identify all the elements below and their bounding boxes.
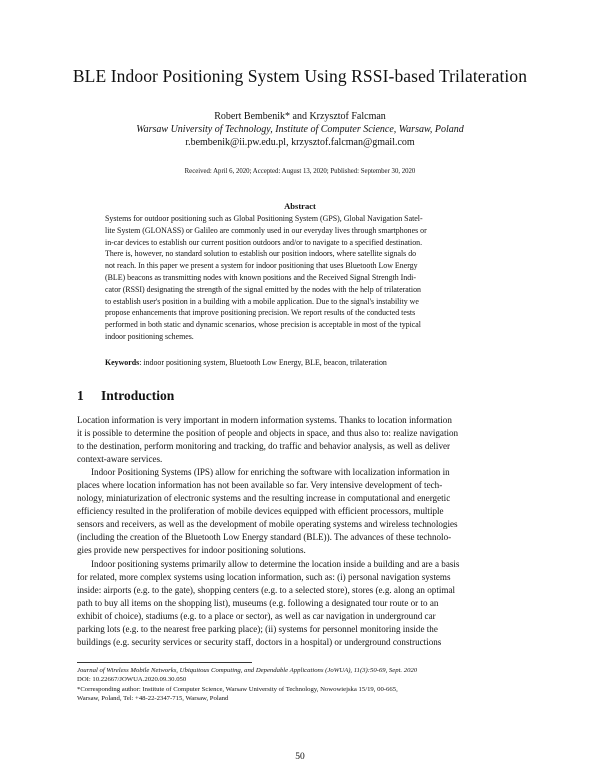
body-line: buildings (e.g. security services or security staff, doctors in a hospital) or underground constructions [77,636,442,647]
abstract-line: Systems for outdoor positioning such as Global Positioning System (GPS), Global Navigation Satel- [105,214,423,223]
abstract-line: in-car devices to establish our current position outdoors and/or to navigate to a specified destination. [105,237,423,247]
abstract-line: to establish user's position in a building with a mobile application. Due to the signal's instability we [105,296,419,306]
body-line: sensors and receivers, as well as the development of mobile operating systems and wireless technologies [77,519,458,530]
keywords [105,358,505,367]
corresponding-author-line: *Corresponding author: Institute of Computer Science, Warsaw University of Technology, Nowowiejska 15/19, 00-665, [77,685,398,693]
body-line: Indoor Positioning Systems (IPS) allow for enriching the software with localization information in [91,467,450,478]
body-text [77,414,523,649]
keywords-list: : indoor positioning system, Bluetooth Low Energy, BLE, beacon, trilateration [139,358,387,367]
paper-title: BLE Indoor Positioning System Using RSSI-based Trilateration [72,66,528,86]
publication-dates: Received: April 6, 2020; Accepted: August 13, 2020; Published: September 30, 2020 [184,168,416,175]
body-line: Indoor positioning systems primarily allow to determine the location inside a building and are a basis [91,558,460,569]
body-line: inside: airports (e.g. to the gate), shopping centers (e.g. to a selected store), stores (e.g. along an optimal [77,584,456,595]
abstract-line: (BLE) beacons as transmitting nodes with known positions and the Received Signal Strength Indi- [105,272,416,282]
body-line: exhibit of choice), stadiums (e.g. to a place or sector), as well as car navigation in underground car [77,610,436,621]
abstract-line: not reach. In this paper we present a system for indoor positioning that uses Bluetooth Low Energy [105,261,418,271]
body-line: efficiency resulted in the proliferation of mobile devices equipped with efficient processors, multiple [77,506,444,517]
paper-authors: Robert Bembenik* and Krzysztof Falcman [214,111,386,122]
abstract-line: performed in both static and dynamic scenarios, whose precision is acceptable in most of the typical [105,320,421,330]
body-line: gies provide new perspectives for indoor positioning solutions. [77,545,306,556]
body-line: for related, more complex systems using location information, such as: (i) personal navigation systems [77,571,451,582]
page-number: 50 [295,752,305,762]
body-line: to the destination, perform monitoring and tracking, do traffic and behavior analysis, as well as deliver [77,441,451,452]
body-line: (including the creation of the Bluetooth Low Energy standard (BLE)). The advances of these technolo- [77,532,452,543]
abstract-line: cator (RSSI) designating the strength of the signal emitted by the nodes with the help of trilateration [105,284,421,294]
corresponding-author-line: Warsaw, Poland, Tel: +48-22-2347-715, Warsaw, Poland [77,694,229,702]
abstract-line: lite System (GLONASS) or Galileo are commonly used in our everyday lives through smartphones or [105,225,427,235]
abstract-line: There is, however, no standard solution to establish our position indoors, where satellite signals do [105,249,417,259]
paper-affiliation: Warsaw University of Technology, Institute of Computer Science, Warsaw, Poland [136,124,464,135]
body-line: Location information is very important in modern information systems. Thanks to location information [77,415,452,425]
body-line: nology, miniaturization of electronic systems and the resulting increase in computational and energetic [77,493,451,504]
journal-citation: Journal of Wireless Mobile Networks, Ubiquitous Computing, and Dependable Applications (JoWUA), 11(3):50-69, Sept. 2020 [77,667,418,674]
abstract-heading: Abstract [284,201,316,211]
section-number: 1 [77,388,84,403]
doi: DOI: 10.22667/JOWUA.2020.09.30.050 [77,676,187,684]
body-line: parking lots (e.g. to the nearest free parking place); (ii) systems for personnel monitoring inside the [77,623,438,634]
paper-emails: r.bembenik@ii.pw.edu.pl, krzysztof.falcman@gmail.com [185,137,415,148]
abstract-body [105,213,497,343]
abstract-line: propose enhancements that improve positioning precision. We report results of the conducted tests [105,308,416,318]
footnotes [77,666,527,703]
footnote-rule [77,662,252,663]
body-line: places where location information has not been available so far. Very intensive development of tech- [77,480,443,491]
body-line: path to buy all items on the shopping list), museums (e.g. following a designated tour route or to an [77,597,439,608]
abstract-line: indoor positioning schemes. [105,331,194,341]
body-line: context-aware services. [77,454,163,465]
body-line: it is possible to determine the position of people and objects in space, and thus also to: realize navigation [77,428,459,439]
section-heading [77,388,174,404]
keywords-label: Keywords [105,358,140,367]
section-title: Introduction [101,388,175,403]
